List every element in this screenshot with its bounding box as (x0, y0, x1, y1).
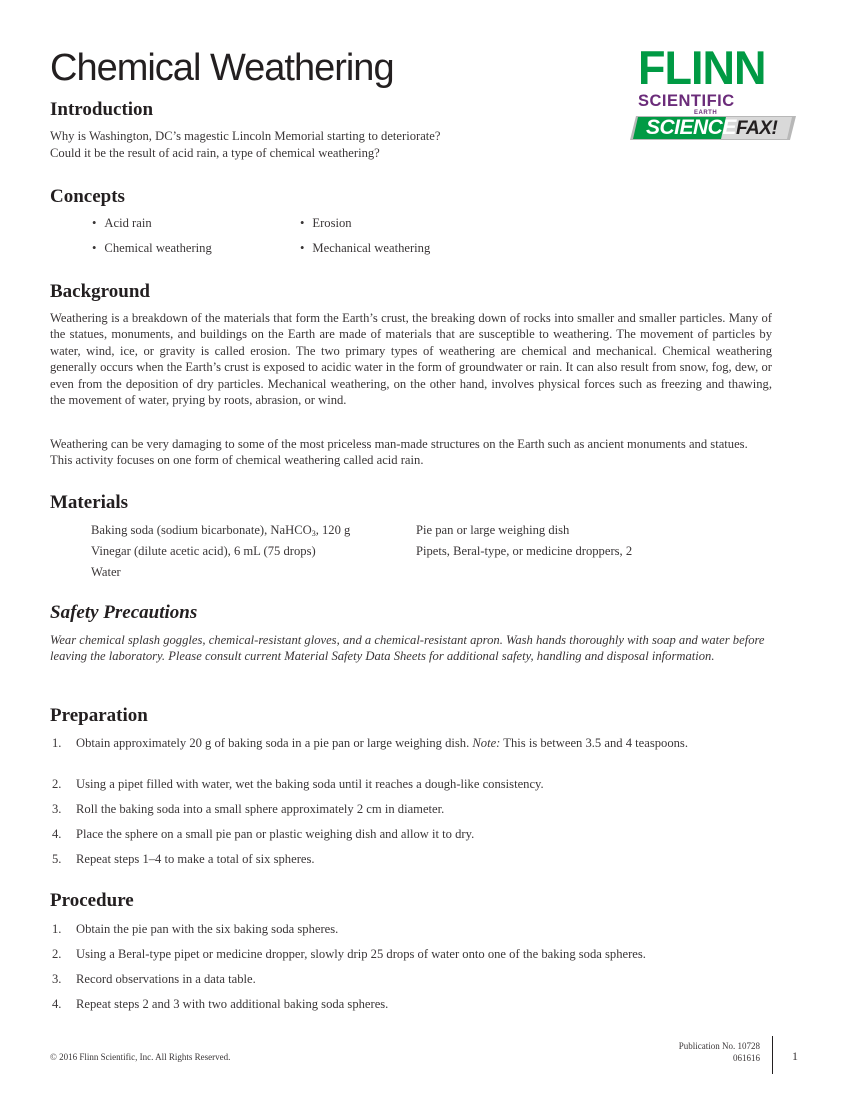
concept-item: • Mechanical weathering (300, 240, 430, 256)
logo-scientific-text: SCIENTIFIC (638, 92, 735, 110)
publication-code: 061616 (733, 1053, 760, 1063)
logo-flinn-text: FLINN (638, 40, 766, 95)
footer-copyright: © 2016 Flinn Scientific, Inc. All Rights Reserved. (50, 1052, 231, 1062)
footer-divider (772, 1036, 773, 1074)
page-title: Chemical Weathering (50, 47, 394, 89)
concept-item: • Chemical weathering (92, 240, 212, 256)
materials-heading: Materials (50, 492, 129, 513)
logo-science-text: SCIENCE (646, 116, 736, 139)
document-page: Chemical Weathering FLINN SCIENTIFIC EARTH SCIENCE FAX! Introduction Why is Washington, DC’s magestic Lincoln Memorial starting to deteriorate? Could it be the result of acid rain, a type of chemical weathering? Concepts • Acid rain • Erosion • Chemical weathering • Mechanical weathering Background Weathering is a breakdown of the materials that form the Earth’s crust, the breaking down of rocks into smaller and smaller particles. Many of the statues, monuments, and buildings on the Earth are made of materials that are susceptible to weathering. The movement of particles by water, wind, ice, or gravity is called erosion. The two primary types of weathering are chemical and mechanical. Chemical weathering generally occurs when the Earth’s crust is exposed to acidic water in the form of groundwater or rain. It can also result from snow, fog, dew, or even from the deposition of dry particles. Mechanical weathering, on the other hand, involves physical forces such as freezing and thawing, the movement of water, prying by roots, abrasion, or wind. Weathering can be very damaging to some of the most priceless man-made structures on the Earth such as ancient monuments and statues. This activity focuses on one form of chemical weathering called acid rain. Materials Baking soda (sodium bicarbonate), NaHCO$_3$, 120 g Vinegar (dilute acetic acid), 6 mL (75 drops) Water Pie pan or large weighing dish Pipets, Beral-type, or medicine droppers, 2 Safety Precautions Wear chemical splash goggles, chemical-resistant gloves, and a chemical-resistant apron. Wash hands thoroughly with soap and water before leaving the laboratory. Please consult current Material Safety Data Sheets for additional safety, handling and disposal information. Preparation 1. Obtain approximately 20 g of baking soda in a pie pan or large weighing dish. Note: This is between 3.5 and 4 teaspoons. 2. Using a pipet filled with water, wet the baking soda until it reaches a dough-like consistency. 3. Roll the baking soda into a small sphere approximately 2 cm in diameter. 4. Place the sphere on a small pie pan or plastic weighing dish and allow it to dry. 5. Repeat steps 1–4 to make a total of six spheres. Procedure 1. Obtain the pie pan with the six baking soda spheres. 2. Using a Beral-type pipet or medicine dropper, slowly drip 25 drops of water onto one of the baking soda spheres. 3. Record observations in a data table. 4. Repeat steps 2 and 3 with two additional baking soda spheres. © 2016 Flinn Scientific, Inc. All Rights Reserved. Publication No. 10728 061616 1 (0, 0, 850, 1100)
material-water: Water (91, 565, 121, 579)
procedure-heading: Procedure (50, 890, 134, 911)
concept-item: • Erosion (300, 215, 352, 231)
safety-text: Wear chemical splash goggles, chemical-resistant gloves, and a chemical-resistant apron. Wash hands thoroughly with soap and water before leaving the laboratory. Please consult current Material Safety Data Sheets for additional safety, handling and disposal information. (50, 633, 765, 664)
material-pipets: Pipets, Beral-type, or medicine droppers, 2 (416, 544, 633, 558)
background-paragraph-2: Weathering can be very damaging to some of the most priceless man-made structures on the Earth such as ancient monuments and statues. This activity focuses on one form of chemical weathering called acid rain. (50, 437, 748, 468)
concept-item: • Acid rain (92, 215, 152, 231)
material-baking-soda: Baking soda (sodium bicarbonate), NaHCO$_3$, 120 g (91, 523, 351, 538)
safety-heading: Safety Precautions (50, 602, 198, 623)
introduction-line-2: Could it be the result of acid rain, a type of chemical weathering? (50, 146, 380, 160)
material-vinegar: Vinegar (dilute acetic acid), 6 mL (75 drops) (91, 544, 316, 558)
introduction-line-1: Why is Washington, DC’s magestic Lincoln Memorial starting to deteriorate? (50, 129, 441, 143)
publication-number: Publication No. 10728 (678, 1041, 760, 1051)
preparation-heading: Preparation (50, 705, 148, 726)
introduction-heading: Introduction (50, 99, 154, 120)
background-paragraph-1: Weathering is a breakdown of the materials that form the Earth’s crust, the breaking down of rocks into smaller and smaller particles. Many of the statues, monuments, and buildings on the Earth are made of materials that are susceptible to weathering. The movement of particles by water, wind, ice, or gravity is called erosion. The two primary types of weathering are chemical and mechanical. Chemical weathering generally occurs when the Earth’s crust is exposed to acidic water in the form of groundwater or rain. It can also result from snow, fog, dew, or even from the deposition of dry particles. Mechanical weathering, on the other hand, involves physical forces such as freezing and thawing, the movement of water, prying by roots, abrasion, or wind. (50, 311, 772, 408)
material-pie-pan: Pie pan or large weighing dish (416, 523, 570, 537)
logo-earth-text: EARTH (694, 110, 718, 116)
logo-fax-text: FAX! (736, 118, 778, 139)
background-heading: Background (50, 281, 150, 302)
concepts-heading: Concepts (50, 186, 125, 207)
page-number: 1 (792, 1049, 798, 1063)
flinn-logo (628, 40, 800, 150)
footer-publication (679, 1040, 760, 1064)
